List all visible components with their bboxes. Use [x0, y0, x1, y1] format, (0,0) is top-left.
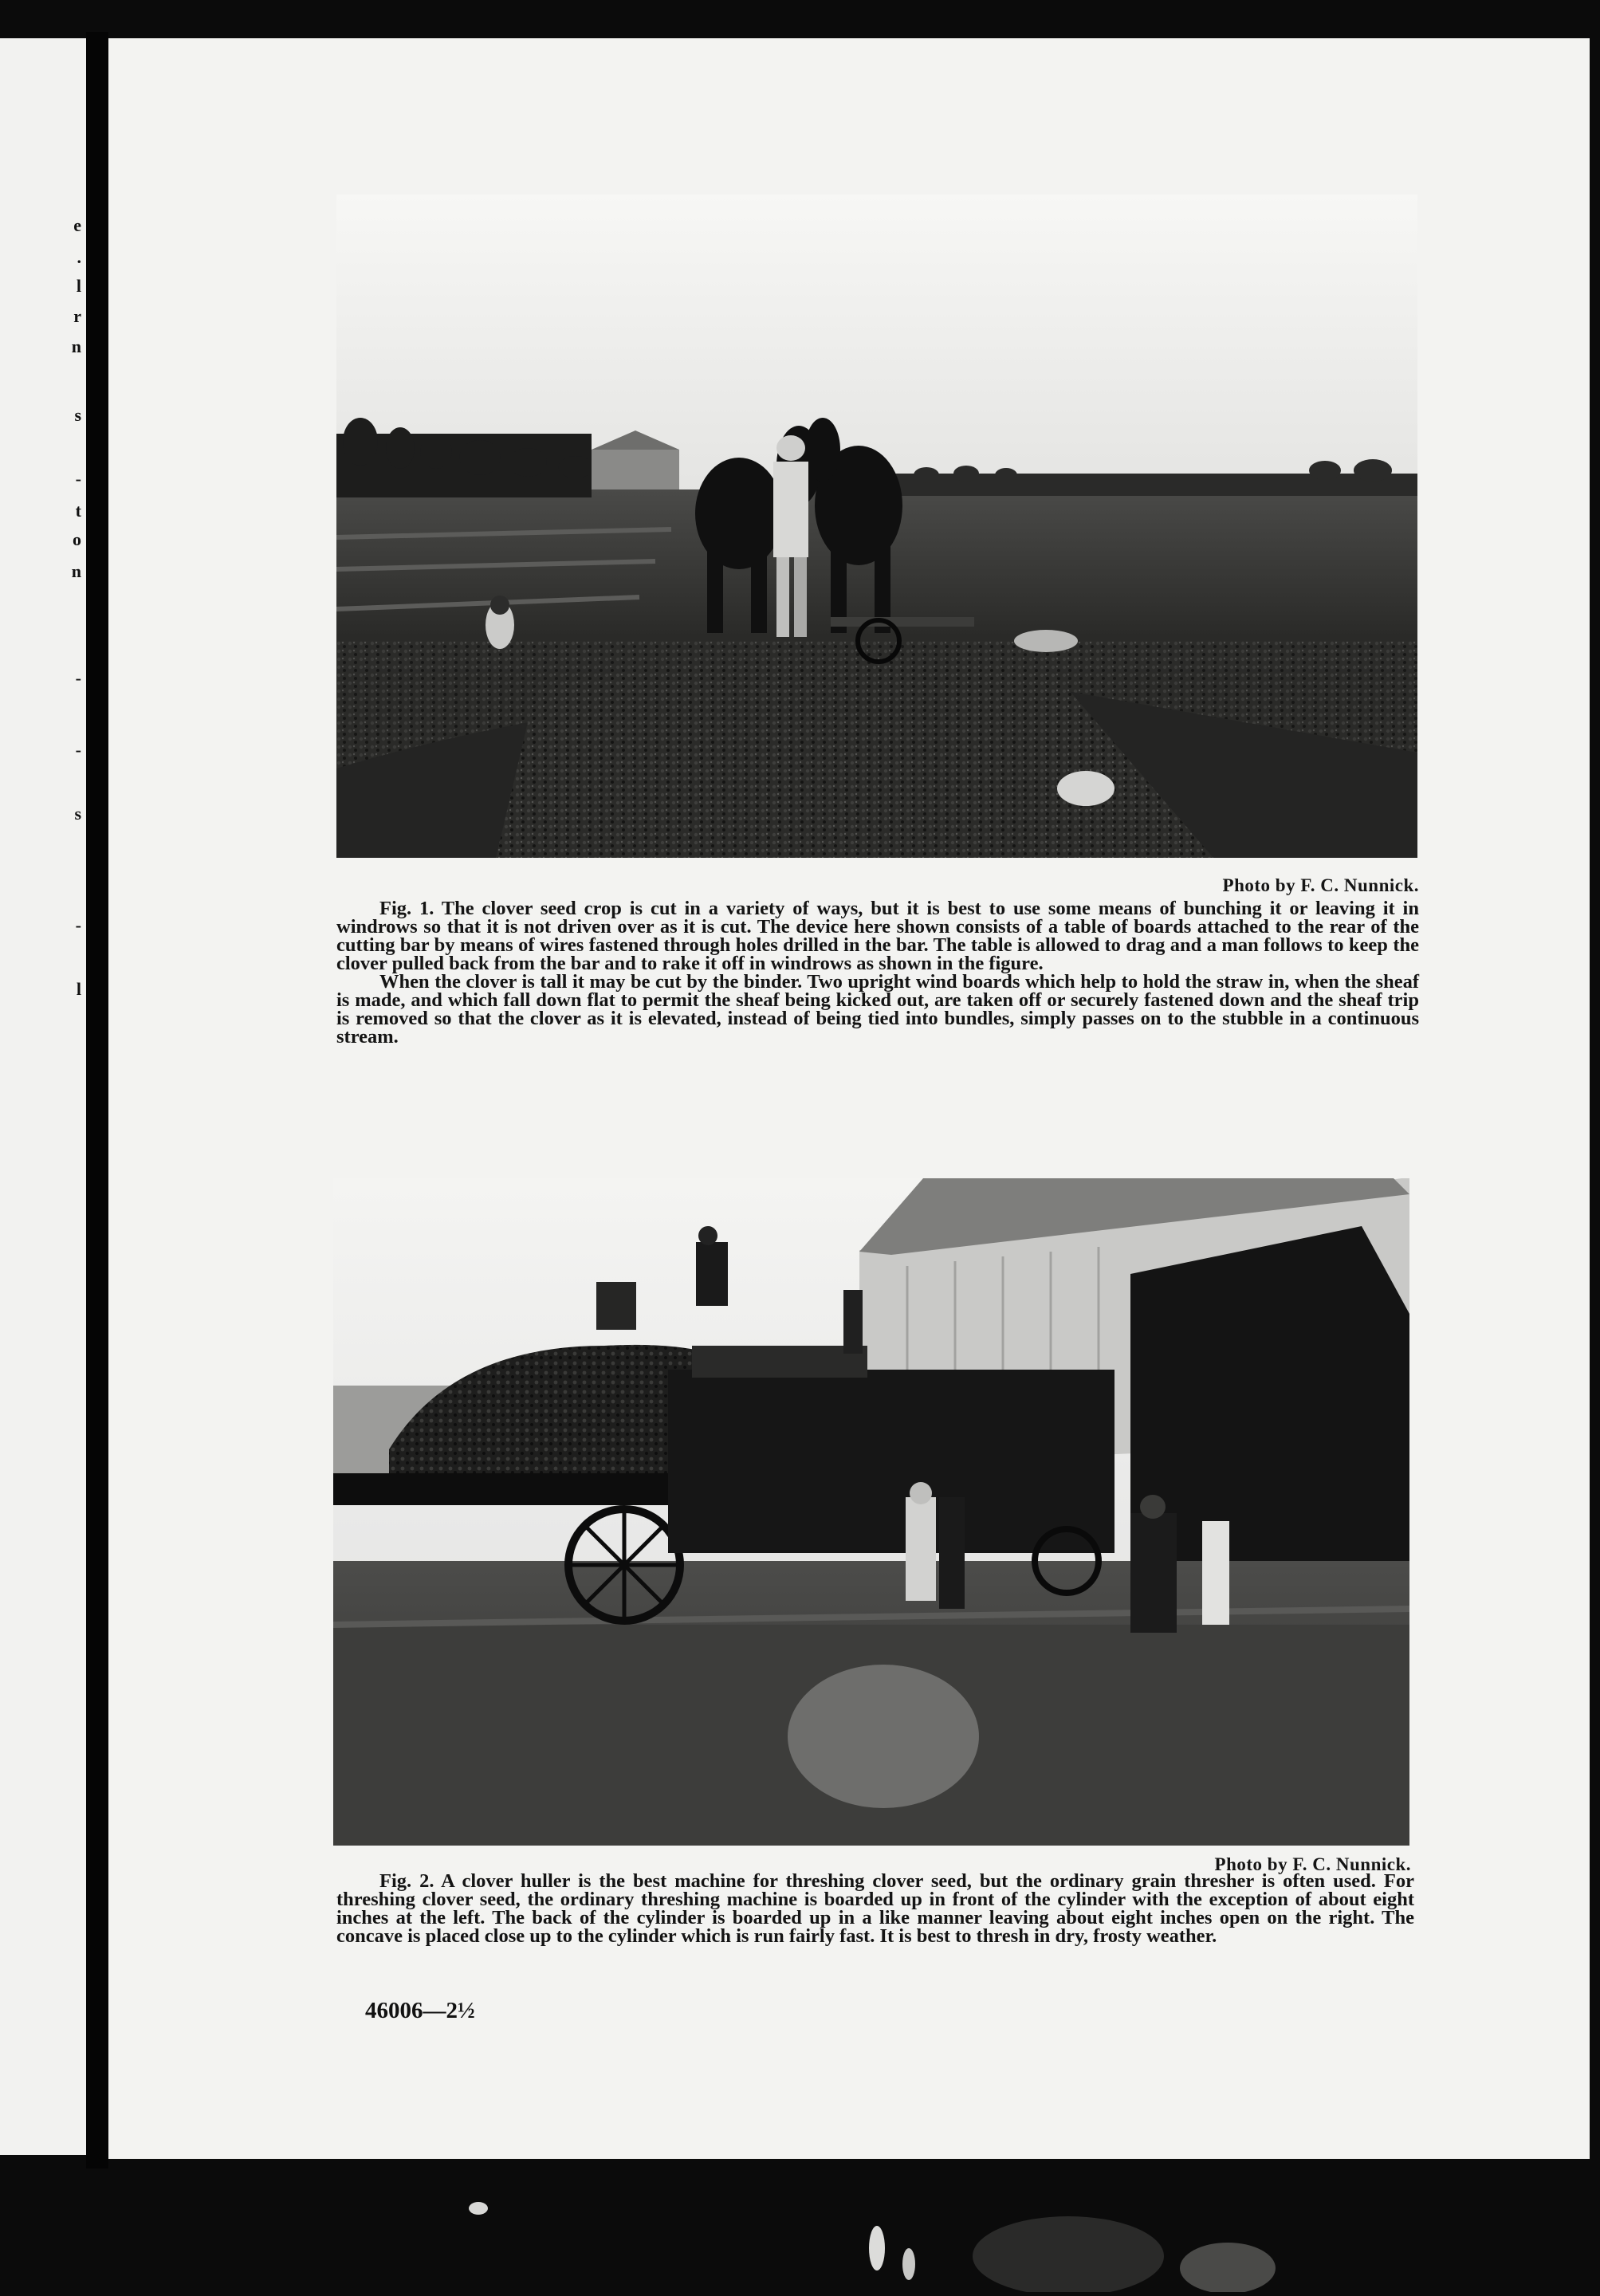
edge-char: t	[75, 501, 81, 521]
caption-paragraph: Fig. 1. The clover seed crop is cut in a variety of ways, but it is best to use some means of bunching it or leaving it in windrows so that it is not driven over as it is cut. The device here shown consists of a table of boards attached to the rear of the cutting bar by means of wires fastened through holes drilled in the bar. The table is allowed to drag and a man follows to keep the clover pulled back from the bar and to rake it off in windrows as shown in the figure.	[336, 898, 1419, 974]
barn-threshing-photo-icon	[333, 1178, 1409, 1846]
adjacent-page-edge	[0, 38, 86, 2155]
scan-artifact	[430, 2192, 1547, 2292]
document-page	[108, 38, 1590, 2159]
edge-char: l	[76, 979, 81, 999]
edge-char: -	[75, 469, 81, 489]
edge-char: r	[73, 306, 81, 326]
edge-char: .	[77, 247, 81, 267]
field-mowing-photo-icon	[336, 195, 1417, 858]
photo-credit: Photo by F. C. Nunnick.	[1214, 1854, 1411, 1874]
edge-char: e	[73, 215, 81, 235]
page-number: 46006—2½	[365, 1998, 475, 2023]
edge-char: n	[71, 561, 81, 581]
figure-caption	[336, 1872, 1414, 1945]
book-gutter	[86, 32, 108, 2168]
edge-char: o	[73, 529, 81, 549]
edge-char: l	[76, 276, 81, 296]
figure-caption	[336, 899, 1419, 1046]
edge-char: n	[71, 336, 81, 356]
edge-char: -	[75, 915, 81, 935]
edge-char: -	[75, 668, 81, 688]
caption-paragraph: Fig. 2. A clover huller is the best machine for threshing clover seed, but the ordinary grain thresher is often used. For threshing clover seed, the ordinary threshing machine is boarded up in front of the cylinder with the exception of about eight inches at the left. The back of the cylinder is boarded up in a like manner leaving about eight inches open on the right. The concave is placed close up to the cylinder which is run fairly fast. It is best to thresh in dry, frosty weather.	[336, 1870, 1414, 1947]
caption-paragraph: When the clover is tall it may be cut by the binder. Two upright wind boards which help to hold the straw in, when the sheaf is made, and which fall down flat to permit the sheaf being kicked out, are taken off or securely fastened down and the sheaf trip is removed so that the clover as it is elevated, instead of being tied into bundles, simply passes on to the stubble in a continuous stream.	[336, 971, 1419, 1048]
photo-credit: Photo by F. C. Nunnick.	[1222, 875, 1419, 895]
edge-char: -	[75, 740, 81, 760]
edge-char: s	[74, 405, 81, 425]
edge-char: s	[74, 804, 81, 824]
